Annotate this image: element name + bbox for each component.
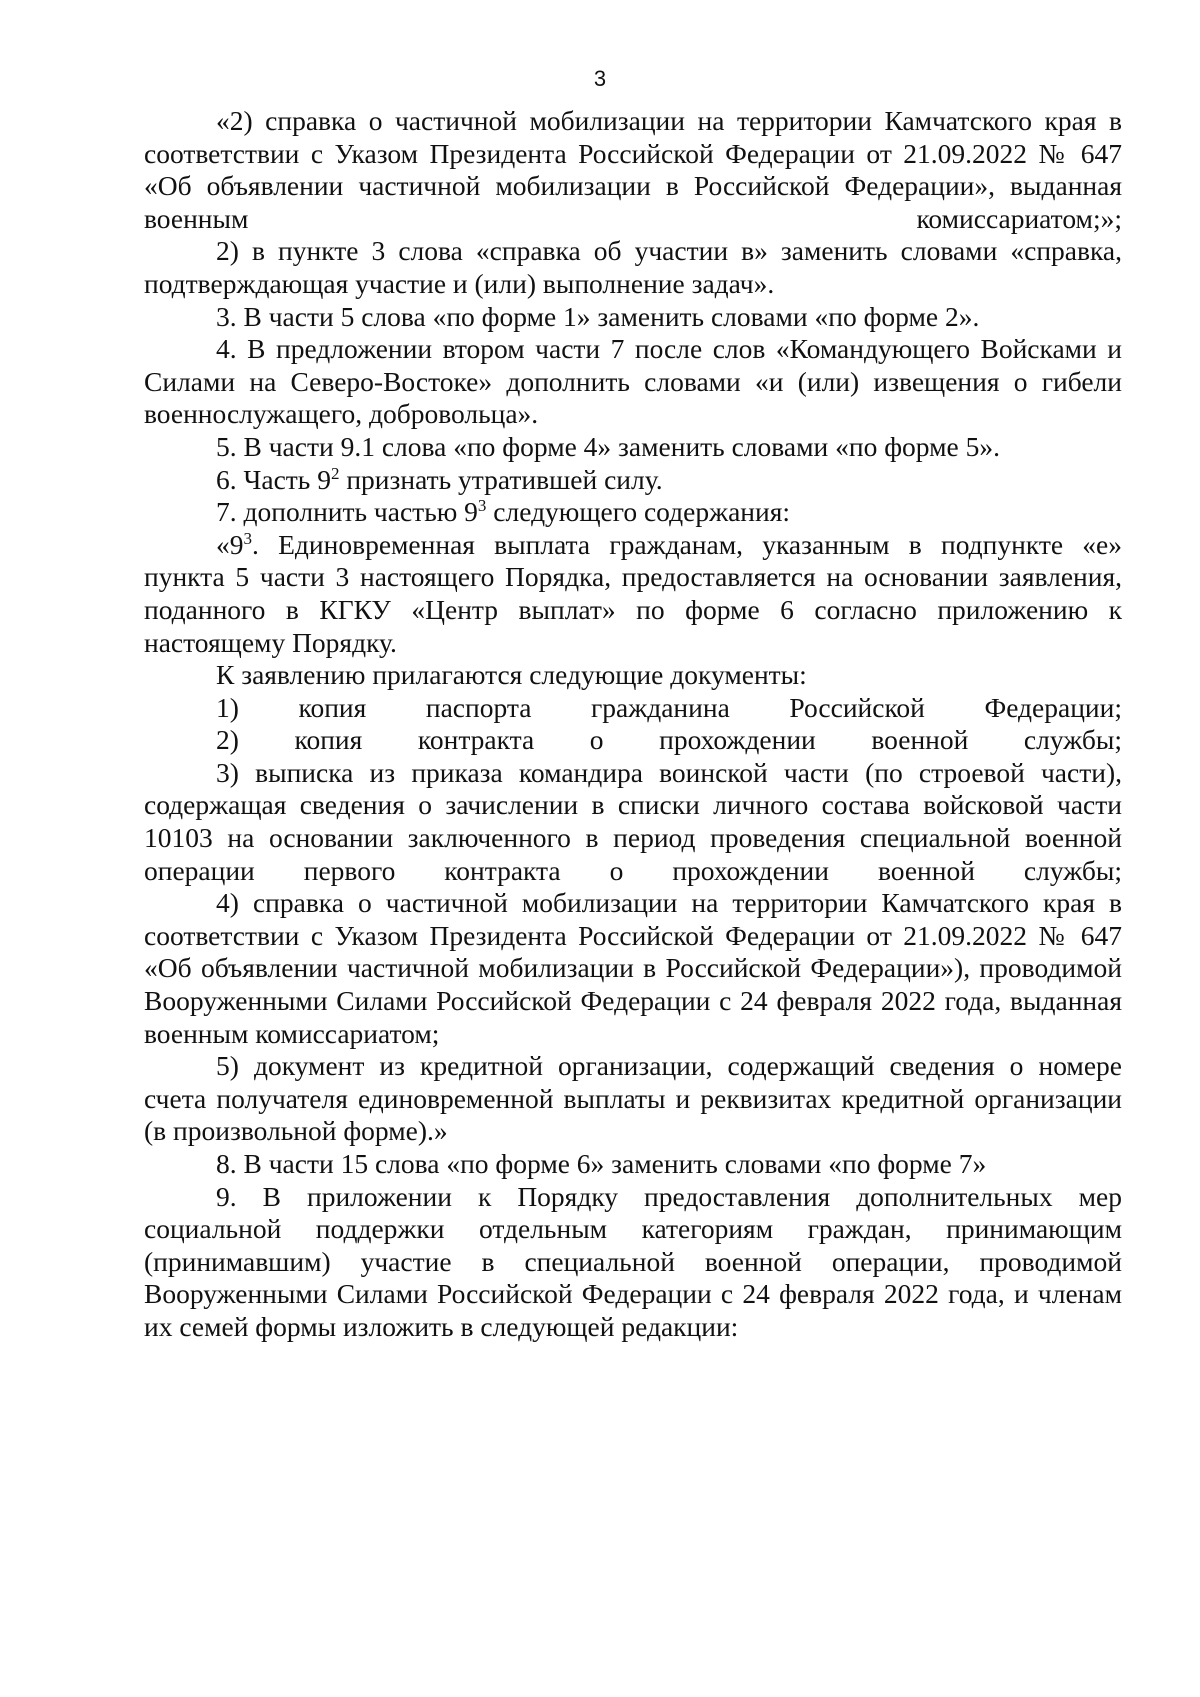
paragraph-point-5: 5. В части 9.1 слова «по форме 4» заменить словами «по форме 5». [216, 430, 1000, 462]
paragraph-point-8: 8. В части 15 слова «по форме 6» заменить словами «по форме 7» [216, 1148, 987, 1179]
paragraph-text: следующего содержания: [486, 496, 790, 528]
paragraph-point-7 [144, 496, 1122, 529]
paragraph-documents-intro: К заявлению прилагаются следующие документы: [216, 659, 807, 691]
paragraph-point-6 [144, 464, 1122, 497]
superscript: 3 [477, 496, 487, 516]
paragraph-point-9: 9. В приложении к Порядку предоставления дополнительных мер социальной поддержки отдельным категориям граждан, принимающим (принимавшим) участие в специальной военной операции, проводимой Вооруженными Силами Российской Федерации с 24 февраля 2022 года, и членам их семей формы изложить в следующей редакции: [144, 1180, 1122, 1342]
paragraph-text: 7. дополнить частью 9 [216, 496, 478, 528]
paragraph-mobilization-certificate: «2) справка о частичной мобилизации на территории Камчатского края в соответствии с Указом Президента Российской Федерации от 21.09.2022 № 647 «Об объявлении частичной мобилизации в Российской Федерации», выданная военным комиссариатом;»; [144, 105, 1122, 234]
paragraph-text: . Единовременная выплата гражданам, указанным в подпункте «е» пункта 5 части 3 настоящего Порядка, предоставляется на основании заявления, поданного в КГКУ «Центр выплат» по форме 6 согласно приложению к настоящему Порядку. [144, 528, 1122, 658]
list-item-mobilization-certificate: 4) справка о частичной мобилизации на территории Камчатского края в соответствии с Указом Президента Российской Федерации от 21.09.2022 № 647 «Об объявлении частичной мобилизации в Российской Федерации»), проводимой Вооруженными Силами Российской Федерации с 24 февраля 2022 года, выданная военным комиссариатом; [144, 887, 1122, 1049]
list-item-bank-document: 5) документ из кредитной организации, содержащий сведения о номере счета получателя единовременной выплаты и реквизитах кредитной организации (в произвольной форме).» [144, 1050, 1122, 1147]
superscript: 3 [243, 528, 252, 548]
paragraph-point-4: 4. В предложении втором части 7 после слов «Командующего Войсками и Силами на Северо-Востоке» дополнить словами «и (или) извещения о гибели военнослужащего, добровольца». [144, 333, 1122, 430]
paragraph-text: 6. Часть 9 [216, 463, 331, 495]
superscript: 2 [330, 463, 340, 483]
paragraph-part-9-3 [144, 529, 1122, 659]
list-item-order-extract: 3) выписка из приказа командира воинской части (по строевой части), содержащая сведения о зачислении в списки личного состава войсковой части 10103 на основании заключенного в период проведения специальной военной операции первого контракта о прохождении военной службы; [144, 756, 1122, 886]
list-item-contract-copy: 2) копия контракта о прохождении военной службы; [216, 724, 1122, 756]
page-number: 3 [593, 66, 607, 91]
paragraph-item-2: 2) в пункте 3 слова «справка об участии в» заменить словами «справка, подтверждающая участие и (или) выполнение задач». [144, 235, 1122, 299]
paragraph-point-3: 3. В части 5 слова «по форме 1» заменить словами «по форме 2». [216, 300, 980, 332]
paragraph-text: «9 [216, 528, 244, 560]
paragraph-text: признать утратившей силу. [339, 463, 663, 495]
list-item-passport-copy: 1) копия паспорта гражданина Российской Федерации; [216, 691, 1122, 723]
document-body [144, 105, 1122, 1344]
